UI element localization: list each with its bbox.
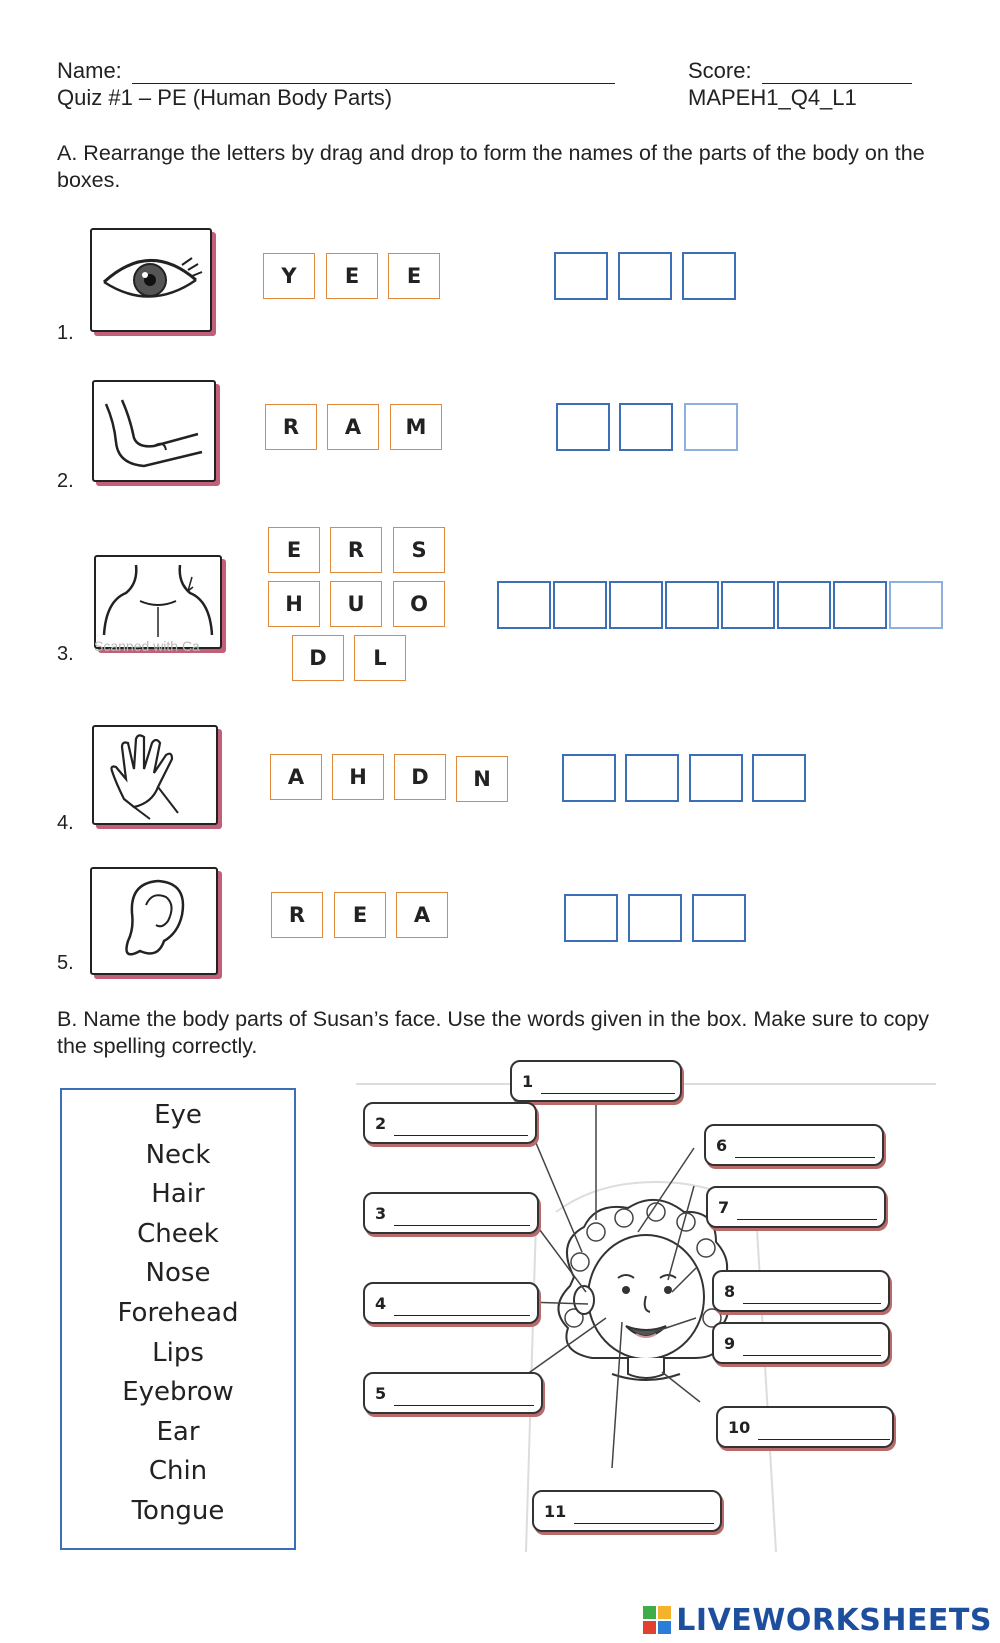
answer-slot[interactable] xyxy=(497,581,551,629)
section-a-instruction: A. Rearrange the letters by drag and drop to form the names of the parts of the body on the boxes. xyxy=(57,141,925,192)
answer-input-8[interactable] xyxy=(743,1279,881,1304)
item-number: 5. xyxy=(57,952,74,974)
letter-tile[interactable]: E xyxy=(268,527,320,573)
label-number: 4 xyxy=(375,1293,387,1313)
hand-picture-card xyxy=(92,725,218,825)
letter-tile[interactable]: R xyxy=(271,892,323,938)
label-box-1 xyxy=(510,1060,682,1102)
answer-input-1[interactable] xyxy=(541,1069,675,1094)
liveworksheets-logo-icon xyxy=(642,1605,672,1635)
label-box-6 xyxy=(704,1124,884,1166)
eye-icon xyxy=(92,230,210,330)
letter-tile[interactable]: H xyxy=(332,754,384,800)
letter-tile[interactable]: E xyxy=(388,253,440,299)
answer-slot[interactable] xyxy=(665,581,719,629)
answer-slot[interactable] xyxy=(689,754,743,802)
answer-slot[interactable] xyxy=(553,581,607,629)
ear-picture-card xyxy=(90,867,218,975)
letter-tile[interactable]: S xyxy=(393,527,445,573)
arm-icon xyxy=(94,382,214,480)
eye-picture-card xyxy=(90,228,212,332)
letter-tile[interactable]: Y xyxy=(263,253,315,299)
ear-icon xyxy=(92,869,216,973)
answer-slot[interactable] xyxy=(682,252,736,300)
word-bank-item: Nose xyxy=(145,1258,211,1289)
answer-input-9[interactable] xyxy=(743,1331,881,1356)
word-bank-item: Hair xyxy=(151,1179,205,1210)
score-field xyxy=(688,58,912,84)
answer-slot[interactable] xyxy=(554,252,608,300)
label-box-9 xyxy=(712,1322,890,1364)
label-number: 9 xyxy=(724,1333,736,1353)
answer-input-10[interactable] xyxy=(758,1415,890,1440)
item-number: 3. xyxy=(57,643,74,665)
answer-slot[interactable] xyxy=(628,894,682,942)
shoulder-picture-card xyxy=(94,555,222,649)
hand-icon xyxy=(94,727,216,823)
answer-input-2[interactable] xyxy=(394,1111,528,1136)
letter-tile[interactable]: E xyxy=(334,892,386,938)
word-bank-item: Eyebrow xyxy=(122,1377,234,1408)
label-box-4 xyxy=(363,1282,539,1324)
letter-tile[interactable]: D xyxy=(292,635,344,681)
item-number: 1. xyxy=(57,322,74,344)
answer-slot[interactable] xyxy=(625,754,679,802)
answer-input-11[interactable] xyxy=(574,1499,714,1524)
answer-input-4[interactable] xyxy=(394,1291,530,1316)
letter-tile[interactable]: E xyxy=(326,253,378,299)
name-line[interactable] xyxy=(132,63,615,84)
item-number: 4. xyxy=(57,812,74,834)
letter-tile[interactable]: A xyxy=(327,404,379,450)
name-label: Name: xyxy=(57,58,122,83)
letter-tile[interactable]: A xyxy=(270,754,322,800)
letter-tile[interactable]: O xyxy=(393,581,445,627)
quiz-code: MAPEH1_Q4_L1 xyxy=(688,85,857,110)
shoulder-icon xyxy=(96,557,220,647)
label-box-5 xyxy=(363,1372,543,1414)
word-bank-item: Lips xyxy=(152,1337,204,1368)
word-bank-item: Cheek xyxy=(137,1218,219,1249)
label-number: 11 xyxy=(544,1501,567,1521)
label-box-10 xyxy=(716,1406,894,1448)
answer-slot[interactable] xyxy=(752,754,806,802)
scan-watermark: Scanned with Ca xyxy=(94,638,200,654)
answer-input-3[interactable] xyxy=(394,1201,530,1226)
label-number: 3 xyxy=(375,1203,387,1223)
answer-slot[interactable] xyxy=(889,581,943,629)
answer-input-5[interactable] xyxy=(394,1381,534,1406)
label-number: 6 xyxy=(716,1135,728,1155)
label-box-8 xyxy=(712,1270,890,1312)
answer-slot[interactable] xyxy=(562,754,616,802)
answer-slot[interactable] xyxy=(564,894,618,942)
letter-tile[interactable]: U xyxy=(330,581,382,627)
letter-tile[interactable]: N xyxy=(456,756,508,802)
liveworksheets-logo xyxy=(642,1600,992,1640)
label-box-3 xyxy=(363,1192,539,1234)
label-number: 7 xyxy=(718,1197,730,1217)
letter-tile[interactable]: L xyxy=(354,635,406,681)
section-b-instruction: B. Name the body parts of Susan’s face. Use the words given in the box. Make sure to copy the spelling correctly. xyxy=(57,1007,930,1058)
answer-slot[interactable] xyxy=(684,403,738,451)
answer-input-7[interactable] xyxy=(737,1195,877,1220)
answer-slot[interactable] xyxy=(619,403,673,451)
word-bank-item: Ear xyxy=(156,1416,200,1447)
letter-tile[interactable]: D xyxy=(394,754,446,800)
answer-slot[interactable] xyxy=(618,252,672,300)
label-box-2 xyxy=(363,1102,537,1144)
word-bank-item: Neck xyxy=(145,1139,211,1170)
letter-tile[interactable]: R xyxy=(330,527,382,573)
letter-tile[interactable]: R xyxy=(265,404,317,450)
label-number: 1 xyxy=(522,1071,534,1091)
letter-tile[interactable]: A xyxy=(396,892,448,938)
label-box-11 xyxy=(532,1490,722,1532)
answer-slot[interactable] xyxy=(692,894,746,942)
answer-input-6[interactable] xyxy=(735,1133,875,1158)
name-field xyxy=(57,58,615,84)
arm-picture-card xyxy=(92,380,216,482)
item-number: 2. xyxy=(57,470,74,492)
label-number: 2 xyxy=(375,1113,387,1133)
label-number: 8 xyxy=(724,1281,736,1301)
label-number: 5 xyxy=(375,1383,387,1403)
word-bank-item: Eye xyxy=(154,1100,202,1130)
letter-tile[interactable]: H xyxy=(268,581,320,627)
word-bank-item: Chin xyxy=(148,1456,208,1487)
brand-text: LIVEWORKSHEETS xyxy=(676,1602,992,1638)
score-label: Score: xyxy=(688,58,752,83)
answer-slot[interactable] xyxy=(721,581,775,629)
answer-slot[interactable] xyxy=(833,581,887,629)
word-bank xyxy=(60,1088,296,1550)
quiz-title: Quiz #1 – PE (Human Body Parts) xyxy=(57,85,393,110)
label-number: 10 xyxy=(728,1417,751,1437)
answer-slot[interactable] xyxy=(609,581,663,629)
answer-slot[interactable] xyxy=(777,581,831,629)
word-bank-item: Forehead xyxy=(117,1297,239,1328)
score-line[interactable] xyxy=(762,63,912,84)
answer-slot[interactable] xyxy=(556,403,610,451)
label-box-7 xyxy=(706,1186,886,1228)
letter-tile[interactable]: M xyxy=(390,404,442,450)
word-bank-item: Tongue xyxy=(131,1495,225,1526)
